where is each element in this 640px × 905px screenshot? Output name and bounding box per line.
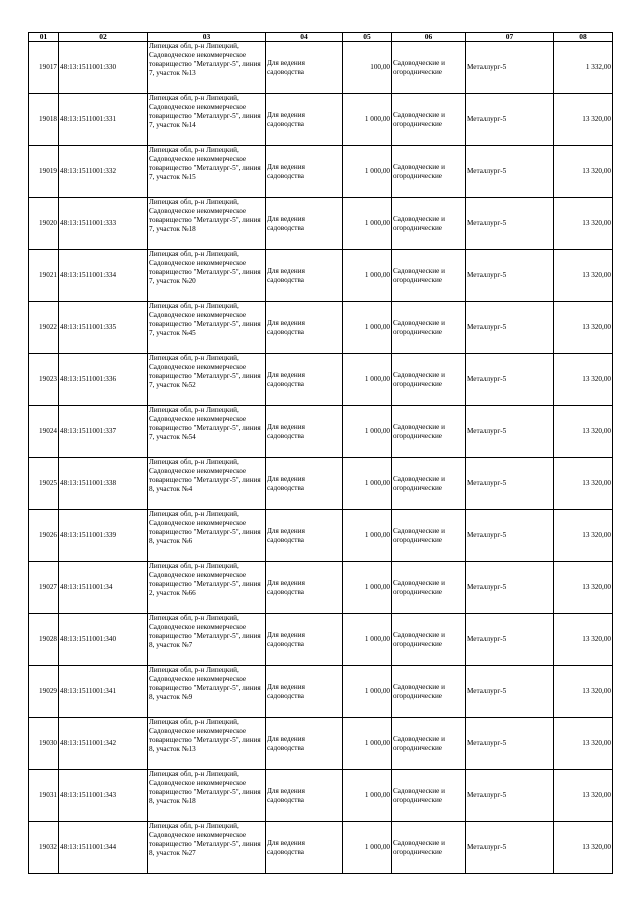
table-row	[29, 614, 613, 666]
table-row	[29, 562, 613, 614]
cell-cadastral-number: 48:13:1511001:334	[59, 250, 148, 302]
table-row	[29, 198, 613, 250]
cell-area: 1 000,00	[343, 354, 392, 406]
table-row	[29, 146, 613, 198]
cell-row-number: 19021	[29, 250, 59, 302]
cell-row-number: 19017	[29, 42, 59, 94]
cell-area: 1 000,00	[343, 198, 392, 250]
column-header-06: 06	[392, 33, 466, 42]
cell-permitted-use: Для ведения садоводства	[266, 614, 343, 666]
cell-land-category: Садоводческие и огороднические	[392, 770, 466, 822]
cell-cadastral-value: 13 320,00	[554, 562, 613, 614]
table-row	[29, 770, 613, 822]
cell-cadastral-number: 48:13:1511001:344	[59, 822, 148, 874]
cell-address	[148, 458, 266, 510]
cell-row-number: 19019	[29, 146, 59, 198]
cell-row-number: 19027	[29, 562, 59, 614]
cell-area: 1 000,00	[343, 614, 392, 666]
cell-cadastral-value: 13 320,00	[554, 354, 613, 406]
table-row	[29, 94, 613, 146]
cell-address	[148, 42, 266, 94]
cell-permitted-use: Для ведения садоводства	[266, 510, 343, 562]
address-text: Липецкая обл, р-н Липецкий, Садоводческое некоммерческое товарищество "Металлург-5", линия 2, участок №66	[149, 562, 261, 597]
cell-address	[148, 146, 266, 198]
cell-row-number: 19032	[29, 822, 59, 874]
cell-row-number: 19025	[29, 458, 59, 510]
cell-cadastral-number: 48:13:1511001:337	[59, 406, 148, 458]
cell-area: 1 000,00	[343, 146, 392, 198]
column-header-04: 04	[266, 33, 343, 42]
cell-area: 1 000,00	[343, 666, 392, 718]
cell-land-category: Садоводческие и огороднические	[392, 198, 466, 250]
cell-zone-name: Металлург-5	[466, 562, 554, 614]
cell-cadastral-value: 13 320,00	[554, 146, 613, 198]
cell-land-category: Садоводческие и огороднические	[392, 302, 466, 354]
cell-cadastral-number: 48:13:1511001:330	[59, 42, 148, 94]
cell-area: 1 000,00	[343, 458, 392, 510]
address-text: Липецкая обл, р-н Липецкий, Садоводческое некоммерческое товарищество "Металлург-5", линия 8, участок №9	[149, 666, 261, 701]
cell-address	[148, 354, 266, 406]
cell-permitted-use: Для ведения садоводства	[266, 406, 343, 458]
address-text: Липецкая обл, р-н Липецкий, Садоводческое некоммерческое товарищество "Металлург-5", линия 7, участок №45	[149, 302, 261, 337]
cell-cadastral-value: 13 320,00	[554, 406, 613, 458]
cell-area: 1 000,00	[343, 94, 392, 146]
cell-area: 1 000,00	[343, 718, 392, 770]
cell-zone-name: Металлург-5	[466, 718, 554, 770]
cell-zone-name: Металлург-5	[466, 822, 554, 874]
cell-permitted-use: Для ведения садоводства	[266, 94, 343, 146]
cell-row-number: 19028	[29, 614, 59, 666]
cell-cadastral-number: 48:13:1511001:338	[59, 458, 148, 510]
cell-permitted-use: Для ведения садоводства	[266, 458, 343, 510]
cell-address	[148, 562, 266, 614]
column-header-02: 02	[59, 33, 148, 42]
table-row	[29, 354, 613, 406]
cell-land-category: Садоводческие и огороднические	[392, 458, 466, 510]
cell-land-category: Садоводческие и огороднические	[392, 94, 466, 146]
cell-cadastral-value: 13 320,00	[554, 770, 613, 822]
address-text: Липецкая обл, р-н Липецкий, Садоводческое некоммерческое товарищество "Металлург-5", линия 8, участок №13	[149, 718, 261, 753]
cell-land-category: Садоводческие и огороднические	[392, 250, 466, 302]
cell-cadastral-number: 48:13:1511001:339	[59, 510, 148, 562]
address-text: Липецкая обл, р-н Липецкий, Садоводческое некоммерческое товарищество "Металлург-5", линия 8, участок №27	[149, 822, 261, 857]
address-text: Липецкая обл, р-н Липецкий, Садоводческое некоммерческое товарищество "Металлург-5", линия 7, участок №18	[149, 198, 261, 233]
cell-zone-name: Металлург-5	[466, 458, 554, 510]
address-text: Липецкая обл, р-н Липецкий, Садоводческое некоммерческое товарищество "Металлург-5", линия 7, участок №15	[149, 146, 261, 181]
cell-permitted-use: Для ведения садоводства	[266, 718, 343, 770]
cell-land-category: Садоводческие и огороднические	[392, 562, 466, 614]
cell-zone-name: Металлург-5	[466, 406, 554, 458]
cell-land-category: Садоводческие и огороднические	[392, 354, 466, 406]
address-text: Липецкая обл, р-н Липецкий, Садоводческое некоммерческое товарищество "Металлург-5", линия 8, участок №7	[149, 614, 261, 649]
cell-cadastral-value: 13 320,00	[554, 250, 613, 302]
cell-area: 1 000,00	[343, 822, 392, 874]
address-text: Липецкая обл, р-н Липецкий, Садоводческое некоммерческое товарищество "Металлург-5", линия 7, участок №52	[149, 354, 261, 389]
cell-address	[148, 94, 266, 146]
cell-land-category: Садоводческие и огороднические	[392, 718, 466, 770]
column-header-03: 03	[148, 33, 266, 42]
address-text: Липецкая обл, р-н Липецкий, Садоводческое некоммерческое товарищество "Металлург-5", линия 7, участок №14	[149, 94, 261, 129]
cell-cadastral-value: 13 320,00	[554, 302, 613, 354]
cell-cadastral-number: 48:13:1511001:336	[59, 354, 148, 406]
cell-address	[148, 718, 266, 770]
cell-zone-name: Металлург-5	[466, 250, 554, 302]
cell-row-number: 19023	[29, 354, 59, 406]
cell-cadastral-number: 48:13:1511001:335	[59, 302, 148, 354]
table-row	[29, 250, 613, 302]
cell-zone-name: Металлург-5	[466, 666, 554, 718]
cell-area: 1 000,00	[343, 510, 392, 562]
address-text: Липецкая обл, р-н Липецкий, Садоводческое некоммерческое товарищество "Металлург-5", линия 8, участок №4	[149, 458, 261, 493]
cell-cadastral-value: 13 320,00	[554, 718, 613, 770]
cell-permitted-use: Для ведения садоводства	[266, 354, 343, 406]
cell-zone-name: Металлург-5	[466, 614, 554, 666]
address-text: Липецкая обл, р-н Липецкий, Садоводческое некоммерческое товарищество "Металлург-5", линия 8, участок №18	[149, 770, 261, 805]
registry-table	[28, 32, 613, 874]
cell-row-number: 19018	[29, 94, 59, 146]
cell-cadastral-number: 48:13:1511001:340	[59, 614, 148, 666]
cell-cadastral-value: 13 320,00	[554, 666, 613, 718]
cell-land-category: Садоводческие и огороднические	[392, 146, 466, 198]
cell-land-category: Садоводческие и огороднические	[392, 406, 466, 458]
cell-row-number: 19020	[29, 198, 59, 250]
table-row	[29, 406, 613, 458]
cell-row-number: 19031	[29, 770, 59, 822]
cell-area: 1 000,00	[343, 302, 392, 354]
cell-area: 100,00	[343, 42, 392, 94]
cell-row-number: 19024	[29, 406, 59, 458]
cell-cadastral-number: 48:13:1511001:341	[59, 666, 148, 718]
address-text: Липецкая обл, р-н Липецкий, Садоводческое некоммерческое товарищество "Металлург-5", линия 7, участок №20	[149, 250, 261, 285]
cell-zone-name: Металлург-5	[466, 146, 554, 198]
column-header-01: 01	[29, 33, 59, 42]
cell-zone-name: Металлург-5	[466, 198, 554, 250]
cell-address	[148, 614, 266, 666]
cell-cadastral-value: 13 320,00	[554, 198, 613, 250]
column-header-05: 05	[343, 33, 392, 42]
address-text: Липецкая обл, р-н Липецкий, Садоводческое некоммерческое товарищество "Металлург-5", линия 8, участок №6	[149, 510, 261, 545]
column-header-07: 07	[466, 33, 554, 42]
cell-cadastral-number: 48:13:1511001:34	[59, 562, 148, 614]
cell-zone-name: Металлург-5	[466, 42, 554, 94]
cell-land-category: Садоводческие и огороднические	[392, 510, 466, 562]
cell-row-number: 19026	[29, 510, 59, 562]
table-row	[29, 458, 613, 510]
cell-cadastral-number: 48:13:1511001:331	[59, 94, 148, 146]
cell-cadastral-number: 48:13:1511001:343	[59, 770, 148, 822]
table-row	[29, 718, 613, 770]
cell-land-category: Садоводческие и огороднические	[392, 614, 466, 666]
table-row	[29, 510, 613, 562]
cell-cadastral-value: 13 320,00	[554, 94, 613, 146]
column-header-08: 08	[554, 33, 613, 42]
cell-permitted-use: Для ведения садоводства	[266, 146, 343, 198]
cell-area: 1 000,00	[343, 250, 392, 302]
cell-address	[148, 510, 266, 562]
cell-address	[148, 822, 266, 874]
cell-zone-name: Металлург-5	[466, 94, 554, 146]
cell-area: 1 000,00	[343, 406, 392, 458]
cell-cadastral-value: 1 332,00	[554, 42, 613, 94]
cell-cadastral-number: 48:13:1511001:332	[59, 146, 148, 198]
cell-row-number: 19030	[29, 718, 59, 770]
cell-cadastral-value: 13 320,00	[554, 510, 613, 562]
cell-area: 1 000,00	[343, 562, 392, 614]
cell-area: 1 000,00	[343, 770, 392, 822]
table-row	[29, 666, 613, 718]
cell-cadastral-number: 48:13:1511001:342	[59, 718, 148, 770]
cell-permitted-use: Для ведения садоводства	[266, 198, 343, 250]
cell-zone-name: Металлург-5	[466, 510, 554, 562]
cell-cadastral-number: 48:13:1511001:333	[59, 198, 148, 250]
cell-address	[148, 302, 266, 354]
cell-permitted-use: Для ведения садоводства	[266, 822, 343, 874]
cell-address	[148, 770, 266, 822]
cell-land-category: Садоводческие и огороднические	[392, 822, 466, 874]
header-row	[29, 33, 613, 42]
cell-address	[148, 250, 266, 302]
cell-cadastral-value: 13 320,00	[554, 822, 613, 874]
cell-zone-name: Металлург-5	[466, 770, 554, 822]
cell-permitted-use: Для ведения садоводства	[266, 770, 343, 822]
cell-row-number: 19022	[29, 302, 59, 354]
cell-address	[148, 198, 266, 250]
cell-permitted-use: Для ведения садоводства	[266, 302, 343, 354]
cell-permitted-use: Для ведения садоводства	[266, 562, 343, 614]
cell-cadastral-value: 13 320,00	[554, 458, 613, 510]
table-row	[29, 42, 613, 94]
cell-address	[148, 406, 266, 458]
cell-row-number: 19029	[29, 666, 59, 718]
cell-cadastral-value: 13 320,00	[554, 614, 613, 666]
cell-zone-name: Металлург-5	[466, 354, 554, 406]
cell-land-category: Садоводческие и огороднические	[392, 666, 466, 718]
cell-land-category: Садоводческие и огороднические	[392, 42, 466, 94]
cell-zone-name: Металлург-5	[466, 302, 554, 354]
address-text: Липецкая обл, р-н Липецкий, Садоводческое некоммерческое товарищество "Металлург-5", линия 7, участок №54	[149, 406, 261, 441]
cell-permitted-use: Для ведения садоводства	[266, 250, 343, 302]
cell-permitted-use: Для ведения садоводства	[266, 666, 343, 718]
address-text: Липецкая обл, р-н Липецкий, Садоводческое некоммерческое товарищество "Металлург-5", линия 7, участок №13	[149, 42, 261, 77]
table-row	[29, 302, 613, 354]
cell-permitted-use: Для ведения садоводства	[266, 42, 343, 94]
cell-address	[148, 666, 266, 718]
table-row	[29, 822, 613, 874]
